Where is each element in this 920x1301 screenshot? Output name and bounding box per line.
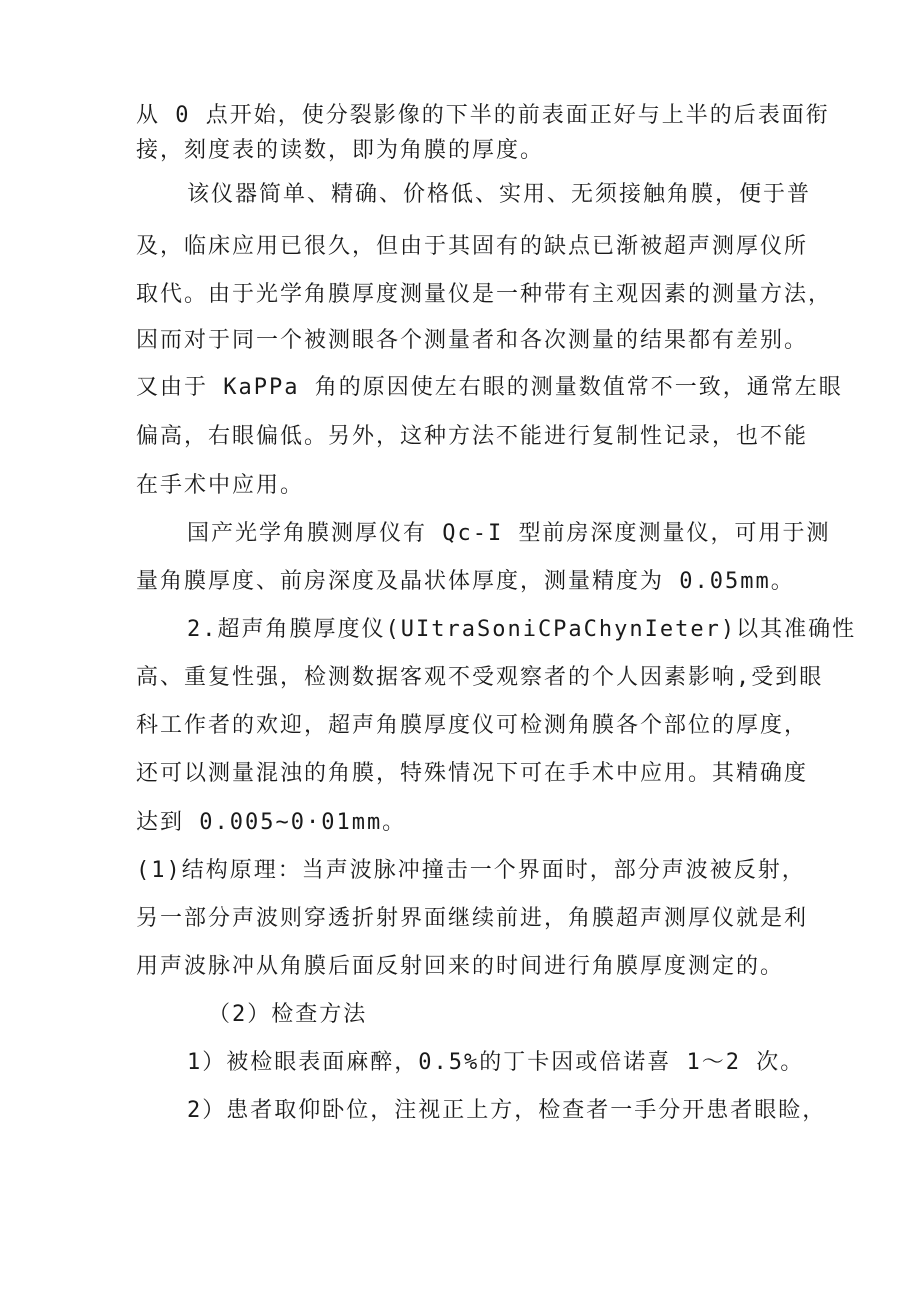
text-line-11: 量角膜厚度、前房深度及晶状体厚度，测量精度为 0.05mm。	[136, 569, 795, 594]
text-line-2: 接，刻度表的读数，即为角膜的厚度。	[136, 138, 545, 163]
text-line-18: 另一部分声波则穿透折射界面继续前进，角膜超声测厚仪就是利	[136, 906, 809, 931]
text-line-21: 1）被检眼表面麻醉，0.5%的丁卡因或倍诺喜 1～2 次。	[187, 1050, 805, 1075]
text-line-13: 高、重复性强，检测数据客观不受观察者的个人因素影响,受到眼	[136, 665, 824, 690]
text-line-1: 从 0 点开始，使分裂影像的下半的前表面正好与上半的后表面衔	[136, 103, 830, 128]
text-line-12: 2.超声角膜厚度仪(UItraSoniCPaChynIeter)以其准确性	[187, 617, 857, 642]
text-line-9: 在手术中应用。	[136, 473, 305, 498]
text-line-19: 用声波脉冲从角膜后面反射回来的时间进行角膜厚度测定的。	[136, 954, 785, 979]
text-line-4: 及，临床应用已很久，但由于其固有的缺点已渐被超声测厚仪所	[136, 234, 809, 259]
text-line-6: 因而对于同一个被测眼各个测量者和各次测量的结果都有差别。	[136, 328, 809, 353]
text-line-10: 国产光学角膜测厚仪有 Qc-I 型前房深度测量仪，可用于测	[187, 521, 831, 546]
text-line-16: 达到 0.005~0·01mm。	[136, 810, 407, 835]
text-line-3: 该仪器简单、精确、价格低、实用、无须接触角膜，便于普	[187, 182, 812, 207]
text-line-14: 科工作者的欢迎，超声角膜厚度仪可检测角膜各个部位的厚度，	[136, 713, 809, 738]
text-line-15: 还可以测量混浊的角膜，特殊情况下可在手术中应用。其精确度	[136, 761, 809, 786]
text-line-8: 偏高，右眼偏低。另外，这种方法不能进行复制性记录，也不能	[136, 424, 809, 449]
text-line-17: (1)结构原理：当声波脉冲撞击一个界面时，部分声波被反射，	[136, 858, 806, 883]
text-line-7: 又由于 KaPPa 角的原因使左右眼的测量数值常不一致，通常左眼	[136, 375, 843, 400]
text-line-22: 2）患者取仰卧位，注视正上方，检查者一手分开患者眼睑，	[187, 1098, 827, 1123]
text-line-20: （2）检查方法	[208, 1002, 368, 1027]
text-line-5: 取代。由于光学角膜厚度测量仪是一种带有主观因素的测量方法，	[136, 282, 833, 307]
